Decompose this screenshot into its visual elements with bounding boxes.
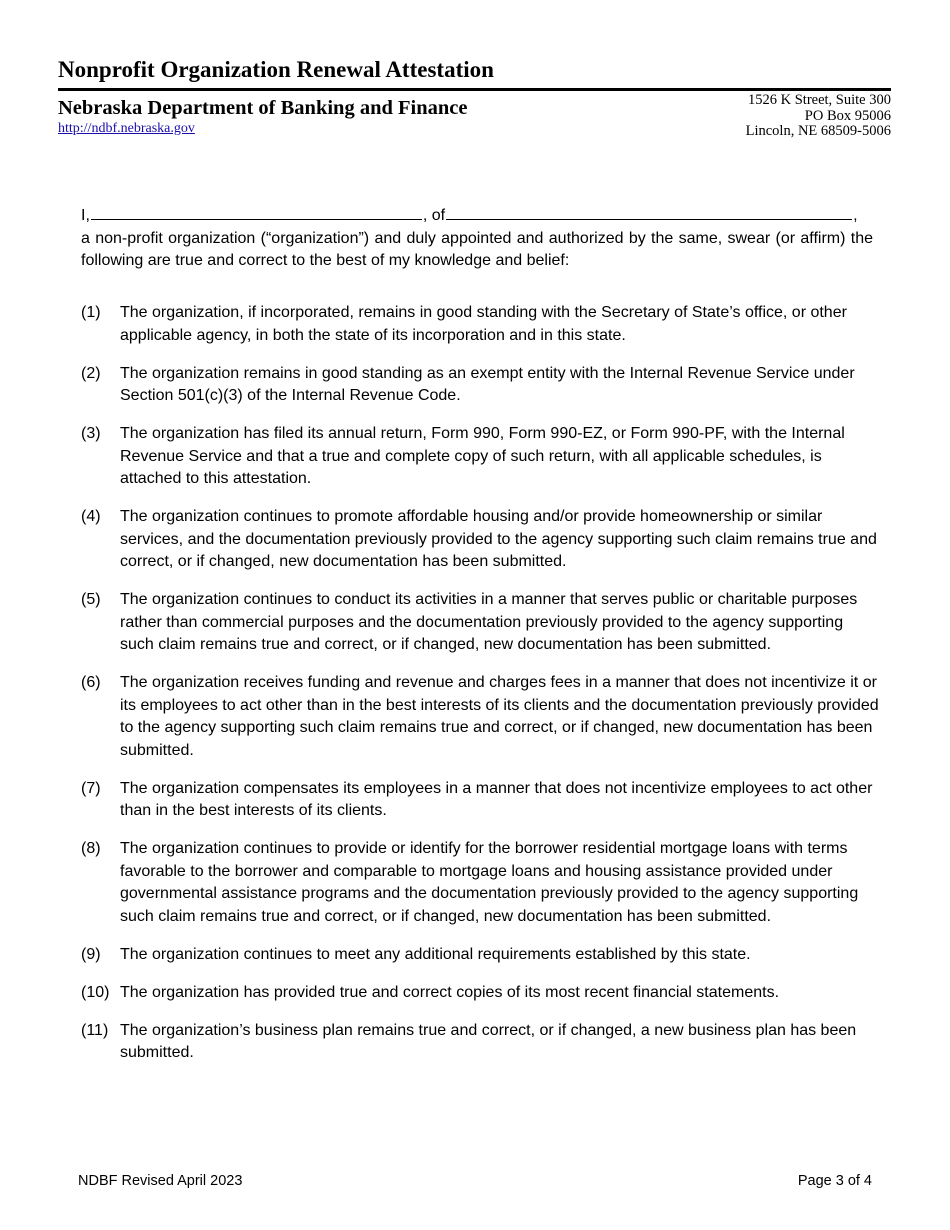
item-number: (10) bbox=[81, 983, 110, 1001]
document-title: Nonprofit Organization Renewal Attestation bbox=[58, 57, 494, 82]
item-text: The organization remains in good standing as an exempt entity with the Internal Revenue Service under Section 501(c)(3) of the Internal Revenue Code. bbox=[120, 364, 855, 404]
attestation-item bbox=[81, 363, 881, 408]
item-text: The organization receives funding and revenue and charges fees in a manner that does not incentivize it or its employees to act other than in the best interests of its clients and the documentation previously provided to the agency supporting such claim remains true and correct, or if changed, new documentation has been submitted. bbox=[120, 674, 879, 759]
agency-address bbox=[746, 93, 891, 140]
intro-lead-text: I, bbox=[81, 207, 90, 224]
item-text: The organization, if incorporated, remains in good standing with the Secretary of State’s office, or other applicable agency, in both the state of its incorporation and in this state. bbox=[120, 304, 847, 344]
item-number: (4) bbox=[81, 508, 101, 525]
item-number: (1) bbox=[81, 304, 101, 321]
address-line-street: 1526 K Street, Suite 300 bbox=[748, 92, 891, 108]
agency-website-link[interactable]: http://ndbf.nebraska.gov bbox=[58, 121, 195, 136]
item-text: The organization’s business plan remains true and correct, or if changed, a new business plan has been submitted. bbox=[120, 1021, 857, 1061]
item-text: The organization continues to meet any additional requirements established by this state. bbox=[120, 945, 751, 963]
attestation-items-list bbox=[81, 302, 881, 1080]
revision-note: NDBF Revised April 2023 bbox=[78, 1173, 243, 1189]
item-number: (8) bbox=[81, 840, 101, 857]
intro-statement: a non-profit organization (“organization”) and duly appointed and authorized by the same, swear (or affirm) the following are true and correct to the best of my knowledge and belief: bbox=[81, 229, 873, 269]
address-line-po-box: PO Box 95006 bbox=[804, 107, 891, 124]
attestation-item bbox=[81, 982, 881, 1005]
organization-name-field[interactable] bbox=[446, 204, 852, 220]
item-text: The organization has filed its annual return, Form 990, Form 990-EZ, or Form 990-PF, with the Internal Revenue Service and that a true and complete copy of such return, with all applicable schedules, is attached to this attestation. bbox=[120, 425, 845, 487]
item-text: The organization continues to promote affordable housing and/or provide homeownership or similar services, and the documentation previously provided to the agency supporting such claim remains true and correct, or if changed, new documentation has been submitted. bbox=[120, 508, 877, 570]
attestation-item bbox=[81, 778, 881, 823]
item-number: (6) bbox=[81, 674, 101, 691]
attestation-item bbox=[81, 1020, 881, 1065]
agency-name: Nebraska Department of Banking and Finance bbox=[58, 97, 468, 119]
item-number: (9) bbox=[81, 945, 101, 963]
attestation-item bbox=[81, 838, 881, 928]
attestation-intro bbox=[81, 204, 873, 273]
item-number: (3) bbox=[81, 425, 101, 442]
attestation-item bbox=[81, 302, 881, 347]
attestation-item bbox=[81, 423, 881, 491]
attestation-item bbox=[81, 944, 881, 967]
intro-trail-text: , bbox=[853, 207, 858, 224]
item-number: (2) bbox=[81, 364, 101, 382]
item-text: The organization continues to provide or identify for the borrower residential mortgage loans with terms favorable to the borrower and comparable to mortgage loans and housing assistance provided under governmental assistance programs and the documentation previously provided to the agency supporting such claim remains true and correct, or if changed, new documentation has been submitted. bbox=[120, 840, 859, 925]
attestation-item bbox=[81, 589, 881, 657]
attestation-item bbox=[81, 672, 881, 762]
address-line-city: Lincoln, NE 68509-5006 bbox=[745, 123, 891, 139]
item-number: (7) bbox=[81, 779, 101, 797]
item-number: (11) bbox=[81, 1021, 109, 1039]
attestation-item bbox=[81, 506, 881, 574]
item-text: The organization continues to conduct its activities in a manner that serves public or charitable purposes rather than commercial purposes and the documentation previously provided to the agency supporting such claim remains true and correct, or if changed, new documentation has been submitted. bbox=[120, 591, 858, 653]
page-number: Page 3 of 4 bbox=[797, 1173, 872, 1189]
title-divider bbox=[58, 88, 891, 91]
item-text: The organization has provided true and correct copies of its most recent financial statements. bbox=[120, 983, 780, 1001]
intro-of-text: , of bbox=[422, 207, 446, 224]
item-number: (5) bbox=[81, 591, 101, 608]
attestant-line bbox=[81, 204, 873, 228]
attestant-name-field[interactable] bbox=[91, 204, 422, 220]
item-text: The organization compensates its employees in a manner that does not incentivize employees to act other than in the best interests of its clients. bbox=[120, 779, 873, 819]
